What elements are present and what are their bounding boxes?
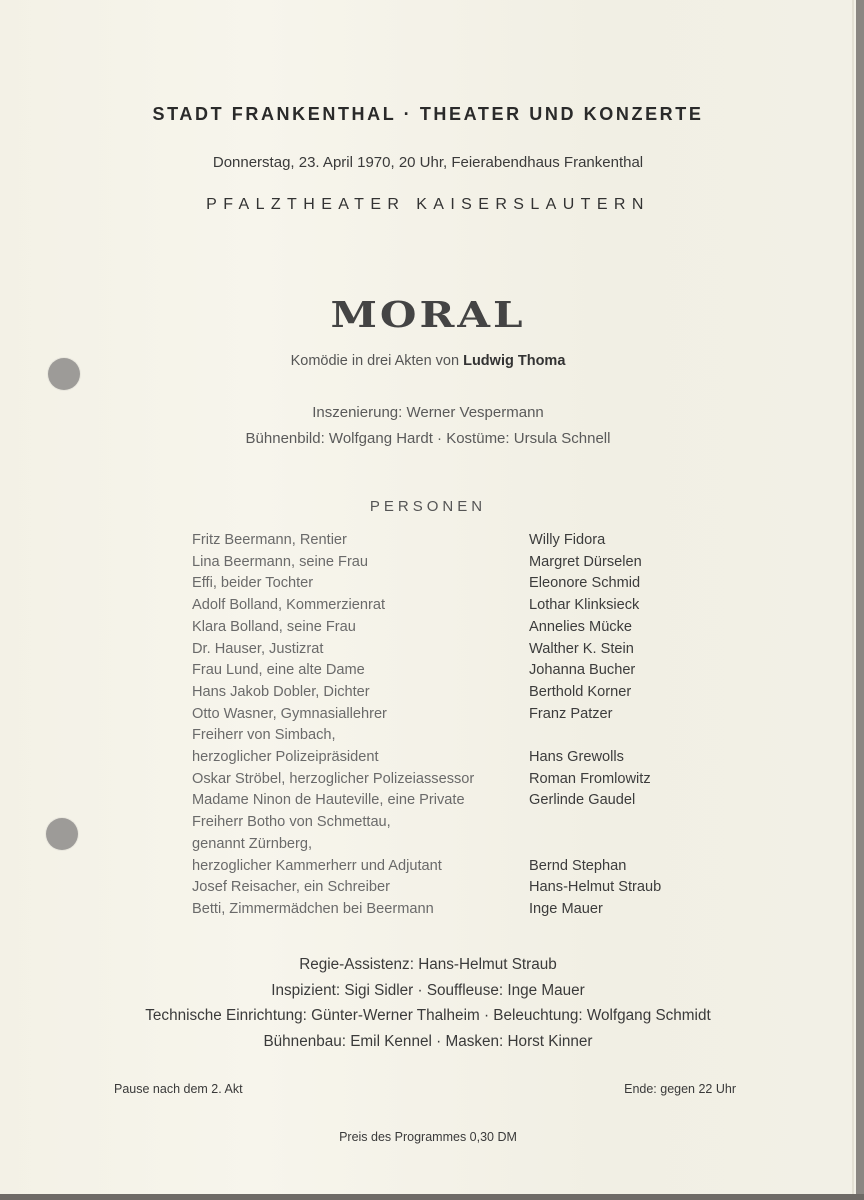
actor-name: Franz Patzer [529, 705, 613, 722]
role-description [192, 877, 529, 899]
crew-credit-line: Technische Einrichtung: Günter-Werner Thalheim · Beleuchtung: Wolfgang Schmidt [145, 1007, 711, 1025]
actor-name: Berthold Korner [529, 683, 632, 700]
actor-name: Roman Fromlowitz [529, 770, 651, 787]
cast-row [192, 639, 752, 661]
actor-name: Hans-Helmut Straub [529, 879, 662, 896]
role-line: Hans Jakob Dobler, Dichter [192, 683, 370, 700]
role-description [192, 704, 529, 726]
role-line: Freiherr Botho von Schmettau, [192, 814, 391, 831]
cast-heading: PERSONEN [369, 498, 487, 515]
actor-name: Lothar Klinksieck [529, 597, 640, 614]
role-line: Effi, beider Tochter [192, 575, 314, 592]
role-line: Klara Bolland, seine Frau [192, 618, 356, 635]
role-line: Betti, Zimmermädchen bei Beermann [192, 900, 434, 917]
role-line: Frau Lund, eine alte Dame [192, 662, 365, 679]
role-description [192, 639, 529, 661]
role-line: Fritz Beermann, Rentier [192, 532, 347, 548]
cast-row [192, 704, 752, 726]
crew-credit-line: Regie-Assistenz: Hans-Helmut Straub [299, 956, 557, 973]
design-credit: Bühnenbild: Wolfgang Hardt · Kostüme: Ursula Schnell [245, 430, 611, 447]
crew-credit-line: Inspizient: Sigi Sidler · Souffleuse: Inge Mauer [271, 981, 585, 999]
cast-row [192, 790, 752, 812]
role-line: herzoglicher Polizeipräsident [192, 749, 379, 766]
role-description [192, 552, 529, 574]
theater-company: PFALZTHEATER KAISERSLAUTERN [206, 196, 650, 213]
role-line: Josef Reisacher, ein Schreiber [192, 879, 390, 896]
role-description [192, 573, 529, 595]
subtitle-prefix: Komödie in drei Akten von [290, 353, 464, 369]
role-line: Otto Wasner, Gymnasiallehrer [192, 705, 387, 722]
program-price: Preis des Programmes 0,30 DM [339, 1130, 517, 1144]
actor-name: Eleonore Schmid [529, 575, 641, 592]
role-line: Adolf Bolland, Kommerzienrat [192, 597, 386, 614]
actor-name: Gerlinde Gaudel [529, 792, 636, 809]
cast-row [192, 617, 752, 639]
actor-name: Hans Grewolls [529, 749, 624, 766]
crew-credit-line: Bühnenbau: Emil Kennel · Masken: Horst Kinner [263, 1033, 593, 1051]
play-subtitle [0, 353, 856, 369]
cast-row [192, 877, 752, 899]
role-line: Lina Beermann, seine Frau [192, 553, 369, 570]
cast-row [192, 682, 752, 704]
actor-name: Johanna Bucher [529, 662, 636, 679]
direction-credit: Inszenierung: Werner Vespermann [312, 404, 544, 421]
role-description [192, 617, 529, 639]
end-time-note: Ende: gegen 22 Uhr [624, 1082, 736, 1096]
role-line: herzoglicher Kammerherr und Adjutant [192, 857, 442, 874]
role-line: Madame Ninon de Hauteville, eine Private [192, 792, 465, 809]
cast-row [192, 552, 752, 574]
cast-row [192, 899, 752, 921]
role-line: Oskar Ströbel, herzoglicher Polizeiassessor [192, 770, 475, 787]
actor-name: Annelies Mücke [529, 618, 633, 635]
author-name: Ludwig Thoma [463, 353, 566, 369]
organizer-heading: STADT FRANKENTHAL · THEATER UND KONZERTE [152, 104, 704, 124]
role-line: Dr. Hauser, Justizrat [192, 640, 324, 657]
actor-name: Inge Mauer [529, 900, 603, 917]
punch-hole-bottom-icon [46, 818, 78, 850]
role-description [192, 769, 529, 791]
intermission-note: Pause nach dem 2. Akt [114, 1082, 243, 1096]
cast-row [192, 660, 752, 682]
role-description [192, 530, 529, 552]
actor-name: Walther K. Stein [529, 640, 634, 657]
play-title: MORAL [330, 293, 526, 336]
cast-row [192, 573, 752, 595]
actor-name: Margret Dürselen [529, 553, 642, 570]
crew-credits [0, 952, 856, 1055]
role-description [192, 899, 529, 921]
role-line: Freiherr von Simbach, [192, 727, 336, 744]
cast-row [192, 812, 752, 877]
role-description [192, 595, 529, 617]
role-line: genannt Zürnberg, [192, 835, 313, 852]
cast-row [192, 595, 752, 617]
role-description [192, 682, 529, 704]
role-description [192, 725, 529, 768]
event-details: Donnerstag, 23. April 1970, 20 Uhr, Feierabendhaus Frankenthal [212, 154, 644, 171]
cast-list [192, 530, 752, 921]
role-description [192, 790, 529, 812]
role-description [192, 812, 529, 877]
actor-name: Bernd Stephan [529, 857, 627, 874]
scan-background [0, 1194, 864, 1200]
cast-row [192, 769, 752, 791]
role-description [192, 660, 529, 682]
actor-name: Willy Fidora [529, 532, 606, 548]
cast-row [192, 530, 752, 552]
cast-row [192, 725, 752, 768]
